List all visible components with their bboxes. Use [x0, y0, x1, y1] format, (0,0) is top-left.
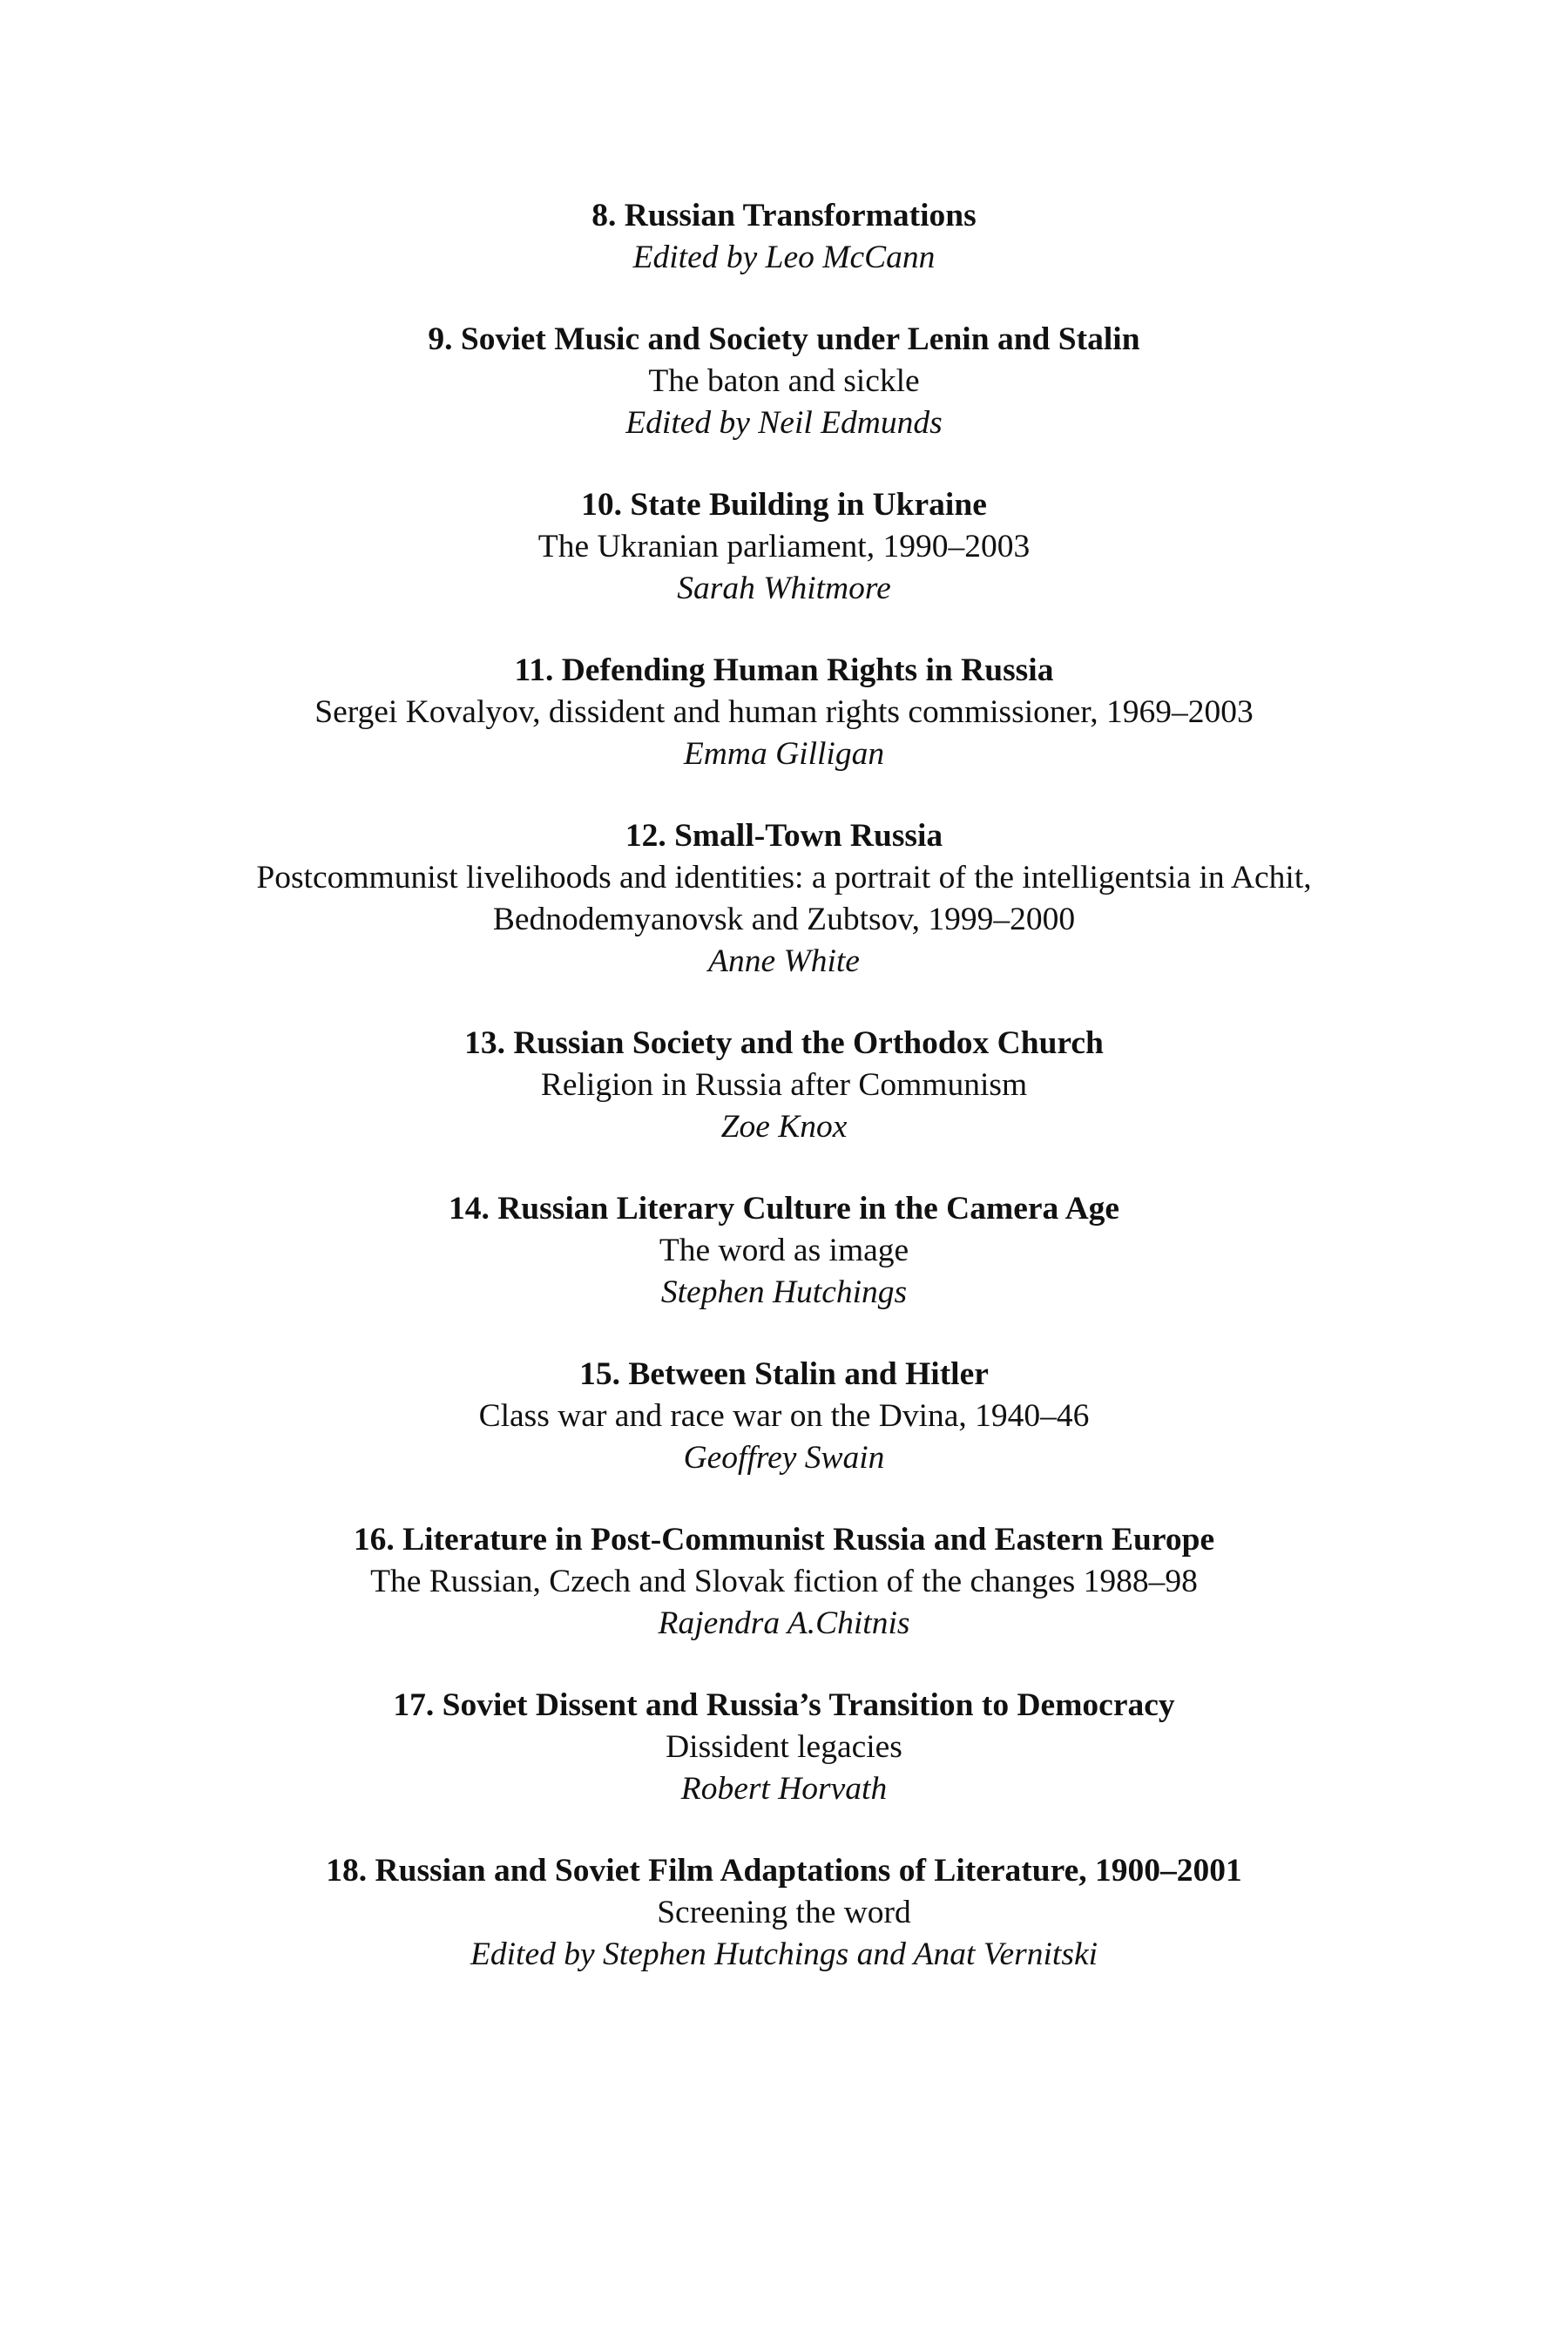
entry-title: 8. Russian Transformations	[591, 198, 977, 233]
entry-title: 14. Russian Literary Culture in the Camera Age	[448, 1191, 1120, 1227]
entry-subtitle: The baton and sickle	[648, 363, 920, 399]
series-entry-8	[131, 195, 1437, 279]
entry-author: Sarah Whitmore	[677, 571, 891, 606]
series-entry-15	[131, 1354, 1437, 1479]
series-entry-14	[131, 1188, 1437, 1314]
entry-subtitle: Religion in Russia after Communism	[540, 1067, 1028, 1103]
series-entry-9	[131, 319, 1437, 444]
entry-subtitle-line-2: Bednodemyanovsk and Zubtsov, 1999–2000	[492, 902, 1076, 937]
series-entry-10	[131, 484, 1437, 610]
series-entry-17	[131, 1685, 1437, 1810]
entry-subtitle: Screening the word	[657, 1895, 911, 1930]
entry-subtitle: The Russian, Czech and Slovak fiction of the changes 1988–98	[370, 1564, 1198, 1599]
entry-subtitle-line-1: Postcommunist livelihoods and identities: a portrait of the intelligentsia in Achit,	[256, 860, 1312, 896]
entry-author: Rajendra A.Chitnis	[658, 1605, 910, 1641]
series-entry-12	[131, 815, 1437, 983]
book-series-list	[131, 195, 1437, 2016]
entry-author: Geoffrey Swain	[683, 1440, 885, 1476]
entry-title: 17. Soviet Dissent and Russia’s Transition to Democracy	[393, 1687, 1175, 1723]
entry-title: 15. Between Stalin and Hitler	[579, 1356, 989, 1392]
series-entry-13	[131, 1023, 1437, 1148]
entry-title: 10. State Building in Ukraine	[581, 487, 987, 523]
entry-author: Edited by Stephen Hutchings and Anat Vernitski	[470, 1936, 1098, 1972]
entry-subtitle: The Ukranian parliament, 1990–2003	[537, 529, 1031, 564]
series-entry-18	[131, 1850, 1437, 1976]
entry-author: Stephen Hutchings	[660, 1274, 908, 1310]
entry-title: 9. Soviet Music and Society under Lenin and Stalin	[428, 321, 1140, 357]
entry-author: Anne White	[708, 943, 860, 979]
entry-subtitle: Dissident legacies	[666, 1729, 902, 1765]
entry-title: 12. Small-Town Russia	[625, 818, 943, 854]
entry-subtitle: The word as image	[659, 1233, 909, 1268]
entry-author: Zoe Knox	[720, 1109, 848, 1145]
entry-author: Edited by Neil Edmunds	[625, 405, 943, 441]
series-entry-11	[131, 650, 1437, 775]
entry-subtitle: Sergei Kovalyov, dissident and human rights commissioner, 1969–2003	[314, 694, 1254, 730]
entry-title: 11. Defending Human Rights in Russia	[514, 652, 1054, 688]
entry-author: Edited by Leo McCann	[632, 240, 936, 275]
entry-title: 16. Literature in Post-Communist Russia and Eastern Europe	[353, 1522, 1215, 1558]
entry-author: Emma Gilligan	[683, 736, 885, 772]
entry-subtitle: Class war and race war on the Dvina, 1940–46	[478, 1398, 1090, 1434]
entry-author: Robert Horvath	[680, 1771, 888, 1807]
entry-title: 13. Russian Society and the Orthodox Church	[464, 1025, 1104, 1061]
entry-title: 18. Russian and Soviet Film Adaptations of Literature, 1900–2001	[326, 1853, 1242, 1889]
series-entry-16	[131, 1519, 1437, 1645]
